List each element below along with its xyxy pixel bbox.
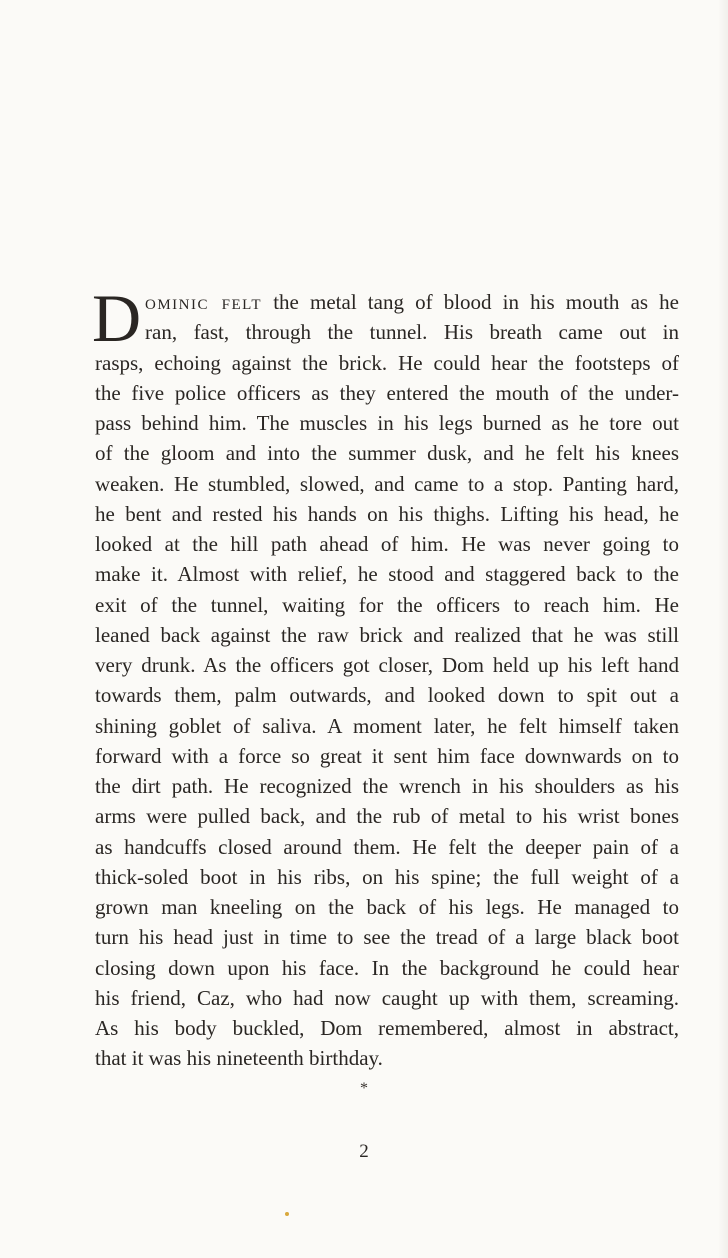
text-line-8: he bent and rested his hands on his thighs. Lifting his head, he [95,501,679,526]
text-line-22: turn his head just in time to see the tread of a large black boot [95,925,679,950]
text-line-17: the dirt path. He recognized the wrench in his shoulders as his [95,774,679,798]
text-line-13: very drunk. As the officers got closer, Dom held up his left hand [95,653,679,677]
section-break-asterisk: * [360,1080,368,1097]
page-number: 2 [359,1141,369,1162]
text-line-10: make it. Almost with relief, he stood and staggered back to the [95,562,679,587]
text-line-11: exit of the tunnel, waiting for the officers to reach him. He [95,592,679,617]
text-line-15: shining goblet of saliva. A moment later, he felt himself taken [95,713,679,738]
text-line-9: looked at the hill path ahead of him. He was never going to [95,532,679,556]
small-caps-opening: ominic felt [145,290,263,314]
text-line-14: towards them, palm outwards, and looked down to spit out a [95,683,679,708]
text-line-2: ran, fast, through the tunnel. His breath came out in [145,320,679,345]
text-line-18: arms were pulled back, and the rub of metal to his wrist bones [95,804,679,829]
text-line-4: the five police officers as they entered the mouth of the under- [95,380,679,405]
text-line-3: rasps, echoing against the brick. He could hear the footsteps of [95,350,679,375]
text-line-20: thick-soled boot in his ribs, on his spine; the full weight of a [95,864,679,889]
text-line-23: closing down upon his face. In the background he could hear [95,955,679,980]
page-edge-shadow [718,0,728,1258]
body-paragraph [92,280,680,1074]
text-line-6: of the gloom and into the summer dusk, and he felt his knees [95,441,679,466]
text-line-21: grown man kneeling on the back of his legs. He managed to [95,895,679,919]
first-line-text: the metal tang of blood in his mouth as he [262,290,680,314]
text-line-19: as handcuffs closed around them. He felt the deeper pain of a [95,834,679,859]
text-line-25: As his body buckled, Dom remembered, almost in abstract, [95,1016,679,1040]
ink-speck [285,1212,289,1216]
text-line-5: pass behind him. The muscles in his legs burned as he tore out [95,411,679,435]
text-line-16: forward with a force so great it sent him face downwards on to [95,743,679,768]
text-line-26: that it was his nineteenth birthday. [95,1046,383,1071]
text-line-7: weaken. He stumbled, slowed, and came to a stop. Panting hard, [95,471,679,496]
text-line-12: leaned back against the raw brick and realized that he was still [95,622,679,647]
text-line-24: his friend, Caz, who had now caught up with them, screaming. [95,985,679,1010]
drop-cap: D [92,280,142,356]
text-line-1 [95,287,679,317]
